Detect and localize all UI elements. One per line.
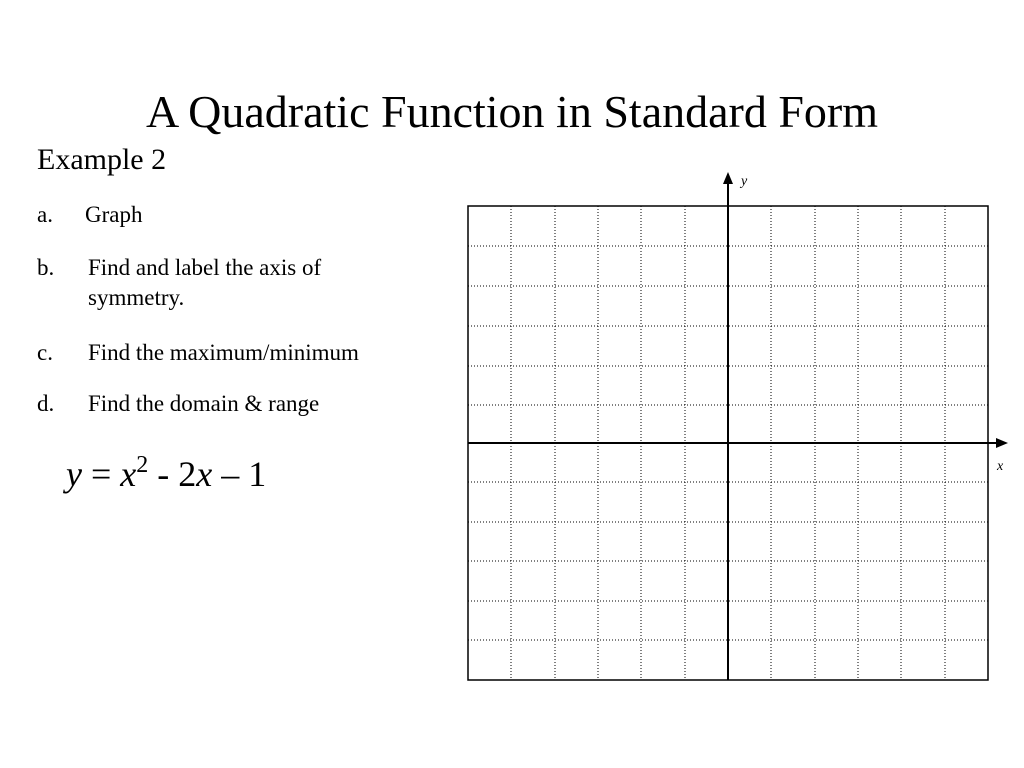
task-marker: c. xyxy=(37,340,53,365)
task-text-line-2: symmetry. xyxy=(88,285,185,310)
task-text: Graph xyxy=(85,202,143,227)
equation-y: y xyxy=(66,454,82,494)
x-axis-label: x xyxy=(997,459,1004,474)
task-text: Find the domain & range xyxy=(88,391,320,416)
equation-equals: = xyxy=(81,454,121,494)
y-axis-arrow-icon xyxy=(723,172,733,184)
x-axis-arrow-icon xyxy=(996,438,1008,448)
y-axis-label: y xyxy=(741,174,748,189)
equation-exponent: 2 xyxy=(136,452,149,478)
example-heading: Example 2 xyxy=(37,143,167,176)
equation-x-linear: x xyxy=(196,454,213,494)
slide-title: A Quadratic Function in Standard Form xyxy=(145,86,879,137)
equation-tail: – 1 xyxy=(212,454,267,494)
task-text: Find the maximum/minimum xyxy=(88,340,359,365)
equation-x: x xyxy=(120,454,137,494)
task-marker: a. xyxy=(37,202,53,227)
equation-middle: - 2 xyxy=(148,454,197,494)
task-text-line-1: Find and label the axis of xyxy=(88,255,322,280)
task-marker: b. xyxy=(37,255,55,280)
task-marker: d. xyxy=(37,391,55,416)
